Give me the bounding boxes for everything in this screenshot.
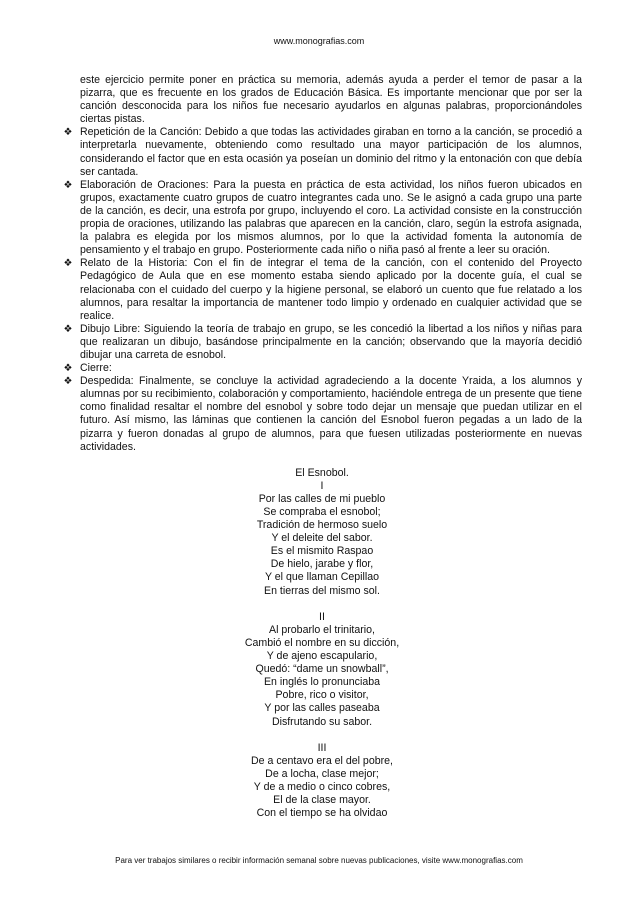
list-item-text: Relato de la Historia: Con el fin de integrar el tema de la canción, con el contenido del Proyecto Pedagógico de Aula que en ese momento estaba siendo aplicado por la docente guía, el cual se relacionaba con el cuidado del cuerpo y la higiene personal, se elaboró un cuento que fue relatado a los alumnos, para resaltar la importancia de mantener todo limpio y ordenado en cualquier actividad que se realice.	[80, 257, 582, 322]
diamond-bullet-icon: ❖	[63, 127, 73, 139]
list-item	[62, 375, 582, 454]
poem-line: De hielo, jarabe y flor,	[270, 558, 374, 571]
list-item	[62, 179, 582, 258]
page-header	[0, 36, 638, 46]
intro-paragraph: este ejercicio permite poner en práctica su memoria, además ayuda a perder el temor de pasar a la pizarra, que es frecuente en los grados de Educación Básica. Es importante mencionar que por ser la canción desconocida para los niños fue necesario ayudarlos en algunas palabras, proporcionándoles ciertas pistas.	[80, 74, 582, 126]
poem-line: Y el deleite del sabor.	[271, 532, 373, 545]
list-item-text: Elaboración de Oraciones: Para la puesta en práctica de esta actividad, los niños fueron ubicados en grupos, exactamente cuatro grupos de cuatro integrantes cada uno. Se le asignó a cada grupo una parte de la canción, es decir, una estrofa por grupo, incluyendo el coro. La actividad consiste en la construcción propia de oraciones, utilizando las palabras que aparecen en la canción, claro, según la estrofa asignada, la palabra es elegida por los mismos alumnos, por lo que la actividad fomenta la autonomía de pensamiento y el trabajo en grupo. Posteriormente cada niño o niña pasó al frente a leer su oración.	[80, 178, 582, 257]
poem-line: Es el mismito Raspao	[270, 545, 374, 558]
list-item-text: Despedida: Finalmente, se concluye la actividad agradeciendo a la docente Yraida, a los alumnos y alumnas por su recibimiento, colaboración y comportamiento, haciéndole entrega de un presente que tiene como finalidad resaltar el nombre del esnobol y sobre todo dejar un mensaje que puedan utilizar en el futuro. Así mismo, las láminas que contienen la canción del Esnobol fueron pegadas a un lado de la pizarra y fueron donadas al grupo de alumnos, para que fuesen utilizadas posteriormente en nuevas actividades.	[80, 375, 582, 453]
list-item-text: Dibujo Libre: Siguiendo la teoría de trabajo en grupo, se les concedió la libertad a los niños y niñas para que realizaran un dibujo, basándose principalmente en la canción; observando que la mayoría decidió dibujar una carreta de esnobol.	[80, 322, 582, 361]
poem-title: El Esnobol.	[295, 466, 349, 479]
list-item-text: Repetición de la Canción: Debido a que todas las actividades giraban en torno a la canción, se procedió a interpretarla nuevamente, obteniendo como resultado una mayor participación de los alumnos, considerando el factor que en esta ocasión ya poseían un dominio del ritmo y la entonación con que debía ser cantada.	[80, 126, 582, 178]
header-site-link[interactable]: www.monografias.com	[273, 36, 365, 46]
poem-line: Tradición de hermoso suelo	[256, 519, 388, 532]
poem-line: Se compraba el esnobol;	[263, 506, 381, 518]
poem-line: Quedó: “dame un snowball”,	[255, 663, 389, 676]
poem-line: Y por las calles paseaba	[264, 702, 380, 715]
list-item	[62, 257, 582, 322]
poem-line: En inglés lo pronunciaba	[263, 676, 381, 689]
poem-line: De a locha, clase mejor;	[265, 767, 379, 780]
diamond-bullet-icon: ❖	[63, 258, 73, 270]
list-item	[62, 323, 582, 362]
list-item-text: Cierre:	[80, 362, 112, 375]
diamond-bullet-icon: ❖	[63, 363, 73, 375]
poem-line: En tierras del mismo sol.	[264, 584, 380, 597]
stanza-gap	[62, 598, 582, 611]
page-footer	[0, 856, 638, 865]
document-body	[62, 74, 582, 820]
stanza-numeral: II	[319, 610, 325, 623]
footer-text: Para ver trabajos similares o recibir información semanal sobre nuevas publicaciones, visite www.monografias.com	[115, 856, 523, 865]
poem-line: Con el tiempo se ha olvidao	[256, 807, 388, 820]
poem-line: Disfrutando su sabor.	[271, 715, 373, 728]
poem-line: Al probarlo el trinitario,	[269, 623, 375, 636]
poem-line: De a centavo era el del pobre,	[251, 754, 393, 767]
poem-line: Y el que llaman Cepillao	[264, 571, 380, 584]
poem-line: Pobre, rico o visitor,	[275, 689, 369, 702]
stanza-numeral: I	[320, 479, 324, 492]
poem	[62, 467, 582, 821]
stanza-gap	[62, 729, 582, 742]
stanza-numeral: III	[317, 741, 327, 754]
poem-line: Por las calles de mi pueblo	[258, 492, 386, 505]
poem-line: Cambió el nombre en su dicción,	[244, 636, 400, 649]
poem-line: El de la clase mayor.	[273, 794, 371, 807]
poem-line: Y de a medio o cinco cobres,	[253, 780, 391, 793]
activity-list	[62, 126, 582, 453]
poem-line: Y de ajeno escapulario,	[266, 650, 378, 663]
diamond-bullet-icon: ❖	[63, 179, 73, 191]
list-item	[62, 362, 582, 375]
diamond-bullet-icon: ❖	[63, 376, 73, 388]
diamond-bullet-icon: ❖	[63, 323, 73, 335]
list-item	[62, 126, 582, 178]
